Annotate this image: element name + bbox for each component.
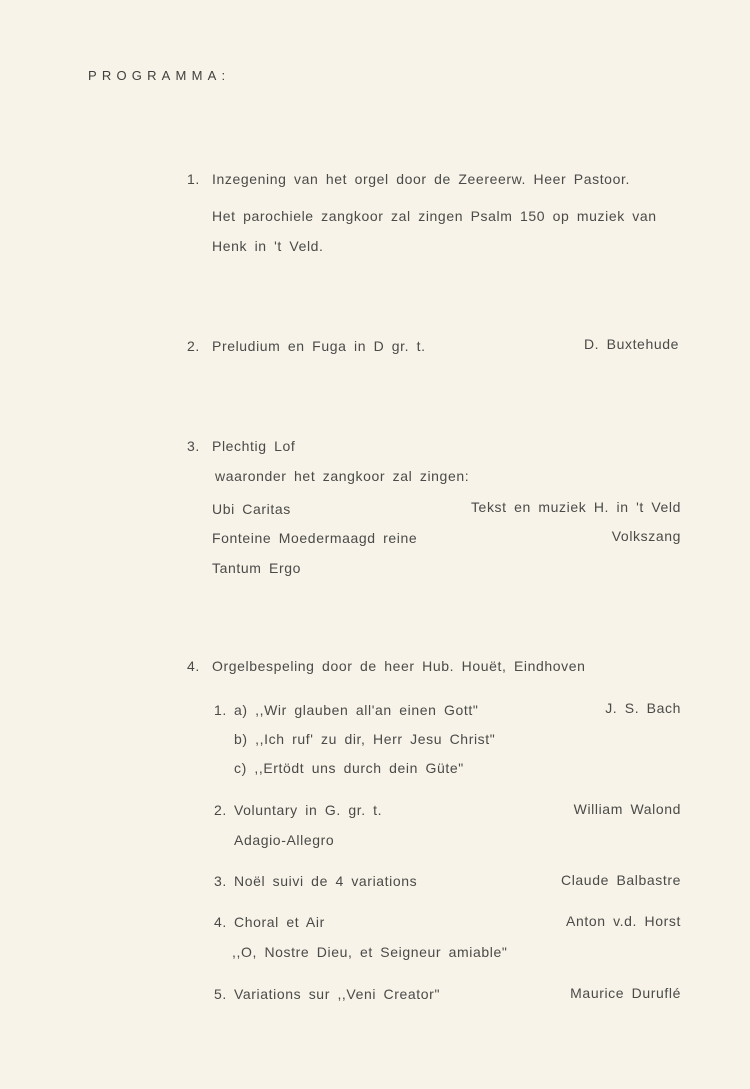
piece-4-title: Choral et Air: [234, 914, 325, 930]
item-4: [187, 658, 586, 674]
piece-4: [214, 914, 325, 930]
piece-3-composer: Claude Balbastre: [561, 872, 681, 888]
item-3-sub-3-title: Tantum Ergo: [212, 560, 301, 576]
item-2-composer: D. Buxtehude: [583, 336, 679, 352]
piece-2-sub: Adagio-Allegro: [234, 832, 335, 848]
piece-5: [214, 986, 440, 1002]
piece-1: [214, 702, 478, 718]
item-3-number: 3.: [187, 438, 200, 454]
item-1-line-3: Henk in 't Veld.: [212, 238, 324, 254]
piece-3-number: 3.: [214, 873, 227, 889]
item-1-line-1: Inzegening van het orgel door de Zeereerw. Heer Pastoor.: [212, 171, 630, 187]
piece-1-composer: J. S. Bach: [605, 700, 681, 716]
item-3-sub-2-credit: Volkszang: [611, 528, 681, 544]
piece-4-number: 4.: [214, 914, 227, 930]
piece-3: [214, 873, 417, 889]
item-4-number: 4.: [187, 658, 200, 674]
item-3: [187, 438, 295, 454]
piece-2-composer: William Walond: [573, 801, 681, 817]
piece-1-b: b) ,,Ich ruf' zu dir, Herr Jesu Christ": [234, 731, 496, 747]
item-1-line-2: Het parochiele zangkoor zal zingen Psalm 150 op muziek van: [212, 208, 657, 224]
item-2-title: Preludium en Fuga in D gr. t.: [212, 338, 426, 354]
item-3-sub-2-title: Fonteine Moedermaagd reine: [212, 530, 418, 546]
piece-5-composer: Maurice Duruflé: [570, 985, 681, 1001]
programma-heading: PROGRAMMA:: [88, 68, 231, 83]
item-1-number: 1.: [187, 171, 200, 187]
piece-5-number: 5.: [214, 986, 227, 1002]
piece-1-number: 1.: [214, 702, 227, 718]
item-3-sub-1-title: Ubi Caritas: [212, 501, 291, 517]
piece-5-title: Variations sur ,,Veni Creator": [234, 986, 441, 1002]
piece-2-title: Voluntary in G. gr. t.: [234, 802, 383, 818]
piece-1-c: c) ,,Ertödt uns durch dein Güte": [234, 760, 464, 776]
piece-4-sub: ,,O, Nostre Dieu, et Seigneur amiable": [232, 944, 508, 960]
piece-1-a: a) ,,Wir glauben all'an einen Gott": [234, 702, 479, 718]
item-1: [187, 171, 630, 187]
item-3-intro: waaronder het zangkoor zal zingen:: [215, 468, 470, 484]
piece-2: [214, 802, 382, 818]
piece-3-title: Noël suivi de 4 variations: [234, 873, 418, 889]
piece-2-number: 2.: [214, 802, 227, 818]
item-3-sub-1-credit: Tekst en muziek H. in 't Veld: [470, 499, 681, 515]
item-2: [187, 338, 426, 354]
item-4-title: Orgelbespeling door de heer Hub. Houët, Eindhoven: [212, 658, 586, 674]
item-3-title: Plechtig Lof: [212, 438, 296, 454]
piece-4-composer: Anton v.d. Horst: [566, 913, 681, 929]
item-2-number: 2.: [187, 338, 200, 354]
